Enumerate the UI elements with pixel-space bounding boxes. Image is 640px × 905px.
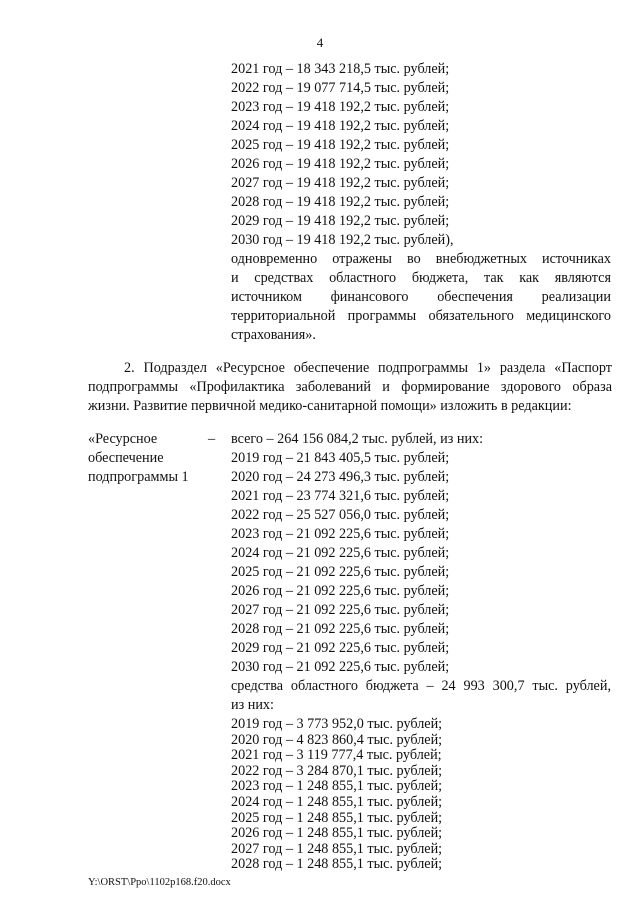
list-item: 2027 год – 19 418 192,2 тыс. рублей; [231,175,450,191]
list-item: 2022 год – 3 284 870,1 тыс. рублей; [231,762,443,779]
list-item: 2030 год – 19 418 192,2 тыс. рублей), [231,232,454,248]
paragraph-line: подпрограммы «Профилактика заболеваний и формирование здорового образа [88,379,612,395]
list-item: 2028 год – 1 248 855,1 тыс. рублей; [231,856,443,873]
list-item: 2022 год – 25 527 056,0 тыс. рублей; [231,507,450,523]
note-line: источником финансового обеспечения реализации [231,289,611,305]
list-item: 2023 год – 1 248 855,1 тыс. рублей; [231,778,443,795]
list-item: 2021 год – 18 343 218,5 тыс. рублей; [231,61,450,77]
list-item: 2030 год – 21 092 225,6 тыс. рублей; [231,659,450,675]
list-item: 2019 год – 21 843 405,5 тыс. рублей; [231,450,450,466]
list-item: 2027 год – 1 248 855,1 тыс. рублей; [231,840,443,857]
list-item: 2021 год – 23 774 321,6 тыс. рублей; [231,488,450,504]
list-item: 2025 год – 1 248 855,1 тыс. рублей; [231,809,443,826]
list-item: 2028 год – 21 092 225,6 тыс. рублей; [231,621,450,637]
list-item: 2024 год – 21 092 225,6 тыс. рублей; [231,545,450,561]
list-item: 2026 год – 19 418 192,2 тыс. рублей; [231,156,450,172]
list-item: 2027 год – 21 092 225,6 тыс. рублей; [231,602,450,618]
list-item: 2025 год – 21 092 225,6 тыс. рублей; [231,564,450,580]
list-item: 2024 год – 19 418 192,2 тыс. рублей; [231,118,450,134]
list-item: 2021 год – 3 119 777,4 тыс. рублей; [231,747,442,764]
separator-dash: – [208,431,216,447]
resource-label: обеспечение [88,450,164,466]
list-item: 2024 год – 1 248 855,1 тыс. рублей; [231,794,443,810]
total-line: всего – 264 156 084,2 тыс. рублей, из них: [231,431,484,447]
regional-budget-line: из них: [231,697,274,713]
note-line: одновременно отражены во внебюджетных источниках [231,251,611,267]
regional-budget-line: средства областного бюджета – 24 993 300,7 тыс. рублей, [231,678,611,694]
paragraph-line: 2. Подраздел «Ресурсное обеспечение подпрограммы 1» раздела «Паспорт [124,360,612,376]
resource-label: «Ресурсное [88,431,158,447]
list-item: 2026 год – 21 092 225,6 тыс. рублей; [231,583,450,599]
list-item: 2023 год – 19 418 192,2 тыс. рублей; [231,99,450,115]
list-item: 2022 год – 19 077 714,5 тыс. рублей; [231,80,450,96]
list-item: 2025 год – 19 418 192,2 тыс. рублей; [231,137,450,153]
list-item: 2020 год – 24 273 496,3 тыс. рублей; [231,469,450,485]
paragraph-line: жизни. Развитие первичной медико-санитарной помощи» изложить в редакции: [88,398,572,414]
resource-label: подпрограммы 1 [88,469,189,485]
list-item: 2028 год – 19 418 192,2 тыс. рублей; [231,194,450,210]
list-item: 2029 год – 21 092 225,6 тыс. рублей; [231,640,450,656]
file-path-footer: Y:\ORST\Ppo\1102p168.f20.docx [88,877,231,888]
list-item: 2029 год – 19 418 192,2 тыс. рублей; [231,213,450,229]
note-line: страхования». [231,327,316,343]
list-item: 2020 год – 4 823 860,4 тыс. рублей; [231,731,443,748]
page-number: 4 [316,35,324,50]
list-item: 2023 год – 21 092 225,6 тыс. рублей; [231,526,450,542]
list-item: 2026 год – 1 248 855,1 тыс. рублей; [231,825,443,842]
list-item: 2019 год – 3 773 952,0 тыс. рублей; [231,716,443,732]
note-line: и средствах областного бюджета, так как являются [231,270,611,286]
note-line: территориальной программы обязательного медицинского [231,308,611,324]
